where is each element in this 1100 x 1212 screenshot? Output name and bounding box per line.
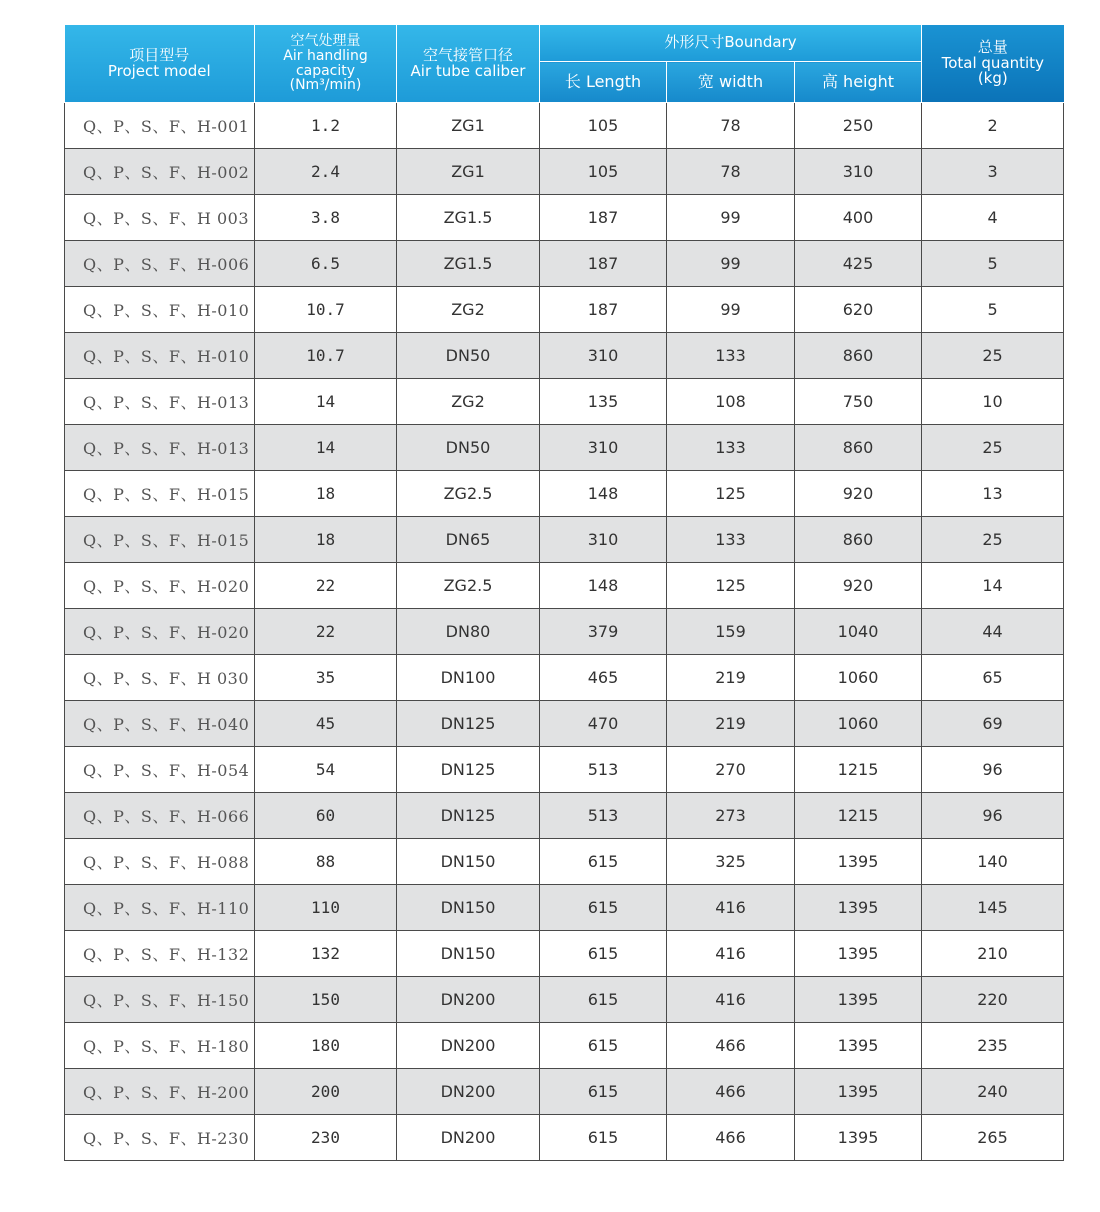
table-header xyxy=(65,25,1064,103)
cell-length: 513 xyxy=(540,793,667,839)
cell-caliber: ZG1.5 xyxy=(397,241,540,287)
cell-width: 108 xyxy=(667,379,795,425)
cell-height: 1395 xyxy=(795,839,922,885)
cell-total: 69 xyxy=(922,701,1064,747)
cell-caliber: DN150 xyxy=(397,885,540,931)
cell-length: 615 xyxy=(540,977,667,1023)
cell-air: 45 xyxy=(255,701,397,747)
cell-length: 187 xyxy=(540,241,667,287)
cell-air: 1.2 xyxy=(255,103,397,149)
table-row xyxy=(65,287,1064,333)
header-air-unit: (Nm³/min) xyxy=(289,77,362,94)
header-caliber-cn: 空气接管口径 xyxy=(422,45,513,64)
cell-total: 4 xyxy=(922,195,1064,241)
cell-height: 1395 xyxy=(795,1115,922,1161)
table-row xyxy=(65,839,1064,885)
header-project-model xyxy=(65,25,255,103)
cell-width: 133 xyxy=(667,425,795,471)
cell-height: 1395 xyxy=(795,977,922,1023)
cell-length: 310 xyxy=(540,517,667,563)
header-total-unit: (kg) xyxy=(977,69,1008,88)
cell-model: Q、P、S、F、H-180 xyxy=(65,1023,255,1069)
cell-model: Q、P、S、F、H-013 xyxy=(65,379,255,425)
cell-model: Q、P、S、F、H-200 xyxy=(65,1069,255,1115)
cell-model: Q、P、S、F、H-088 xyxy=(65,839,255,885)
cell-total: 14 xyxy=(922,563,1064,609)
cell-length: 615 xyxy=(540,1023,667,1069)
cell-total: 265 xyxy=(922,1115,1064,1161)
table-row xyxy=(65,379,1064,425)
cell-height: 1215 xyxy=(795,747,922,793)
cell-total: 235 xyxy=(922,1023,1064,1069)
cell-height: 620 xyxy=(795,287,922,333)
cell-total: 13 xyxy=(922,471,1064,517)
cell-height: 400 xyxy=(795,195,922,241)
cell-length: 615 xyxy=(540,1069,667,1115)
table-row xyxy=(65,1069,1064,1115)
cell-caliber: ZG2 xyxy=(397,287,540,333)
header-height: 高 height xyxy=(795,62,922,103)
cell-air: 200 xyxy=(255,1069,397,1115)
table-row xyxy=(65,609,1064,655)
cell-height: 920 xyxy=(795,471,922,517)
cell-total: 25 xyxy=(922,517,1064,563)
cell-height: 1040 xyxy=(795,609,922,655)
cell-height: 1395 xyxy=(795,885,922,931)
cell-width: 133 xyxy=(667,333,795,379)
cell-caliber: ZG1 xyxy=(397,149,540,195)
cell-length: 470 xyxy=(540,701,667,747)
cell-caliber: DN125 xyxy=(397,701,540,747)
cell-air: 22 xyxy=(255,609,397,655)
table-row xyxy=(65,885,1064,931)
cell-width: 78 xyxy=(667,149,795,195)
cell-total: 220 xyxy=(922,977,1064,1023)
spec-table xyxy=(64,25,1064,1161)
cell-width: 99 xyxy=(667,241,795,287)
cell-caliber: DN150 xyxy=(397,839,540,885)
cell-air: 180 xyxy=(255,1023,397,1069)
table-body xyxy=(65,103,1064,1161)
cell-model: Q、P、S、F、H-002 xyxy=(65,149,255,195)
cell-air: 18 xyxy=(255,471,397,517)
cell-length: 148 xyxy=(540,471,667,517)
cell-model: Q、P、S、F、H-020 xyxy=(65,563,255,609)
cell-model: Q、P、S、F、H-015 xyxy=(65,517,255,563)
cell-length: 187 xyxy=(540,195,667,241)
cell-height: 750 xyxy=(795,379,922,425)
cell-caliber: DN65 xyxy=(397,517,540,563)
cell-length: 310 xyxy=(540,425,667,471)
cell-length: 615 xyxy=(540,931,667,977)
cell-caliber: DN100 xyxy=(397,655,540,701)
table-row xyxy=(65,1115,1064,1161)
cell-height: 860 xyxy=(795,425,922,471)
cell-height: 1395 xyxy=(795,931,922,977)
cell-height: 310 xyxy=(795,149,922,195)
cell-width: 125 xyxy=(667,563,795,609)
cell-air: 54 xyxy=(255,747,397,793)
cell-caliber: ZG1 xyxy=(397,103,540,149)
cell-width: 125 xyxy=(667,471,795,517)
cell-width: 325 xyxy=(667,839,795,885)
cell-air: 132 xyxy=(255,931,397,977)
cell-width: 219 xyxy=(667,701,795,747)
cell-model: Q、P、S、F、H-110 xyxy=(65,885,255,931)
table-row xyxy=(65,931,1064,977)
cell-model: Q、P、S、F、H-010 xyxy=(65,333,255,379)
cell-width: 159 xyxy=(667,609,795,655)
cell-width: 273 xyxy=(667,793,795,839)
cell-width: 219 xyxy=(667,655,795,701)
cell-caliber: DN125 xyxy=(397,793,540,839)
cell-total: 140 xyxy=(922,839,1064,885)
header-total-en: Total quantity xyxy=(941,53,1044,72)
cell-caliber: DN50 xyxy=(397,333,540,379)
table-row xyxy=(65,747,1064,793)
cell-caliber: DN150 xyxy=(397,931,540,977)
cell-total: 25 xyxy=(922,425,1064,471)
table-row xyxy=(65,425,1064,471)
cell-height: 250 xyxy=(795,103,922,149)
cell-air: 2.4 xyxy=(255,149,397,195)
cell-air: 10.7 xyxy=(255,333,397,379)
header-model-cn: 项目型号 xyxy=(129,45,190,64)
cell-height: 425 xyxy=(795,241,922,287)
cell-air: 230 xyxy=(255,1115,397,1161)
cell-air: 150 xyxy=(255,977,397,1023)
cell-model: Q、P、S、F、H-001 xyxy=(65,103,255,149)
header-air-handling xyxy=(255,25,397,103)
header-width: 宽 width xyxy=(667,62,795,103)
cell-caliber: ZG2.5 xyxy=(397,471,540,517)
cell-length: 513 xyxy=(540,747,667,793)
cell-height: 860 xyxy=(795,517,922,563)
cell-model: Q、P、S、F、H-006 xyxy=(65,241,255,287)
cell-total: 10 xyxy=(922,379,1064,425)
cell-length: 187 xyxy=(540,287,667,333)
cell-caliber: ZG2.5 xyxy=(397,563,540,609)
cell-air: 14 xyxy=(255,379,397,425)
header-air-en2: capacity xyxy=(295,62,356,79)
cell-width: 416 xyxy=(667,931,795,977)
table-row xyxy=(65,1023,1064,1069)
cell-length: 465 xyxy=(540,655,667,701)
cell-length: 105 xyxy=(540,149,667,195)
cell-total: 5 xyxy=(922,287,1064,333)
cell-caliber: DN80 xyxy=(397,609,540,655)
cell-model: Q、P、S、F、H-040 xyxy=(65,701,255,747)
cell-air: 35 xyxy=(255,655,397,701)
cell-height: 1215 xyxy=(795,793,922,839)
cell-total: 3 xyxy=(922,149,1064,195)
cell-air: 14 xyxy=(255,425,397,471)
cell-model: Q、P、S、F、H-230 xyxy=(65,1115,255,1161)
header-air-cn: 空气处理量 xyxy=(290,33,361,50)
header-air-tube-caliber xyxy=(397,25,540,103)
cell-length: 135 xyxy=(540,379,667,425)
cell-model: Q、P、S、F、H-150 xyxy=(65,977,255,1023)
header-model-en: Project model xyxy=(107,61,211,80)
cell-caliber: DN200 xyxy=(397,1069,540,1115)
cell-caliber: ZG1.5 xyxy=(397,195,540,241)
table-row xyxy=(65,333,1064,379)
cell-length: 615 xyxy=(540,1115,667,1161)
cell-total: 2 xyxy=(922,103,1064,149)
cell-length: 105 xyxy=(540,103,667,149)
header-total-cn: 总量 xyxy=(977,37,1008,56)
table-row xyxy=(65,149,1064,195)
cell-caliber: DN200 xyxy=(397,977,540,1023)
cell-model: Q、P、S、F、H-010 xyxy=(65,287,255,333)
cell-model: Q、P、S、F、H-020 xyxy=(65,609,255,655)
cell-caliber: DN200 xyxy=(397,1115,540,1161)
cell-total: 5 xyxy=(922,241,1064,287)
table-row xyxy=(65,701,1064,747)
cell-height: 920 xyxy=(795,563,922,609)
cell-width: 133 xyxy=(667,517,795,563)
header-total-quantity xyxy=(922,25,1064,103)
cell-total: 240 xyxy=(922,1069,1064,1115)
cell-height: 1395 xyxy=(795,1069,922,1115)
cell-length: 148 xyxy=(540,563,667,609)
cell-air: 3.8 xyxy=(255,195,397,241)
cell-width: 270 xyxy=(667,747,795,793)
cell-air: 60 xyxy=(255,793,397,839)
table-row xyxy=(65,195,1064,241)
cell-caliber: ZG2 xyxy=(397,379,540,425)
cell-total: 44 xyxy=(922,609,1064,655)
cell-width: 99 xyxy=(667,195,795,241)
cell-model: Q、P、S、F、H-132 xyxy=(65,931,255,977)
cell-width: 466 xyxy=(667,1023,795,1069)
cell-model: Q、P、S、F、H-015 xyxy=(65,471,255,517)
cell-height: 1395 xyxy=(795,1023,922,1069)
cell-air: 10.7 xyxy=(255,287,397,333)
cell-model: Q、P、S、F、H 030 xyxy=(65,655,255,701)
cell-height: 1060 xyxy=(795,701,922,747)
table-row xyxy=(65,241,1064,287)
cell-width: 78 xyxy=(667,103,795,149)
cell-width: 416 xyxy=(667,977,795,1023)
table-row xyxy=(65,103,1064,149)
table-row xyxy=(65,471,1064,517)
cell-length: 615 xyxy=(540,839,667,885)
cell-total: 65 xyxy=(922,655,1064,701)
cell-length: 310 xyxy=(540,333,667,379)
table-row xyxy=(65,563,1064,609)
cell-total: 210 xyxy=(922,931,1064,977)
cell-air: 22 xyxy=(255,563,397,609)
header-boundary: 外形尺寸Boundary xyxy=(540,25,922,62)
cell-model: Q、P、S、F、H-066 xyxy=(65,793,255,839)
cell-air: 110 xyxy=(255,885,397,931)
table-row xyxy=(65,517,1064,563)
cell-caliber: DN200 xyxy=(397,1023,540,1069)
cell-total: 25 xyxy=(922,333,1064,379)
cell-air: 88 xyxy=(255,839,397,885)
cell-air: 6.5 xyxy=(255,241,397,287)
cell-width: 416 xyxy=(667,885,795,931)
cell-caliber: DN50 xyxy=(397,425,540,471)
cell-total: 145 xyxy=(922,885,1064,931)
cell-length: 615 xyxy=(540,885,667,931)
cell-air: 18 xyxy=(255,517,397,563)
cell-total: 96 xyxy=(922,747,1064,793)
cell-model: Q、P、S、F、H 003 xyxy=(65,195,255,241)
cell-width: 466 xyxy=(667,1069,795,1115)
cell-model: Q、P、S、F、H-013 xyxy=(65,425,255,471)
header-caliber-en: Air tube caliber xyxy=(410,61,526,80)
table-row xyxy=(65,793,1064,839)
cell-height: 1060 xyxy=(795,655,922,701)
header-air-en1: Air handling xyxy=(283,47,368,64)
cell-width: 466 xyxy=(667,1115,795,1161)
cell-caliber: DN125 xyxy=(397,747,540,793)
table-row xyxy=(65,655,1064,701)
header-length: 长 Length xyxy=(540,62,667,103)
cell-width: 99 xyxy=(667,287,795,333)
cell-length: 379 xyxy=(540,609,667,655)
cell-model: Q、P、S、F、H-054 xyxy=(65,747,255,793)
cell-height: 860 xyxy=(795,333,922,379)
cell-total: 96 xyxy=(922,793,1064,839)
table-row xyxy=(65,977,1064,1023)
